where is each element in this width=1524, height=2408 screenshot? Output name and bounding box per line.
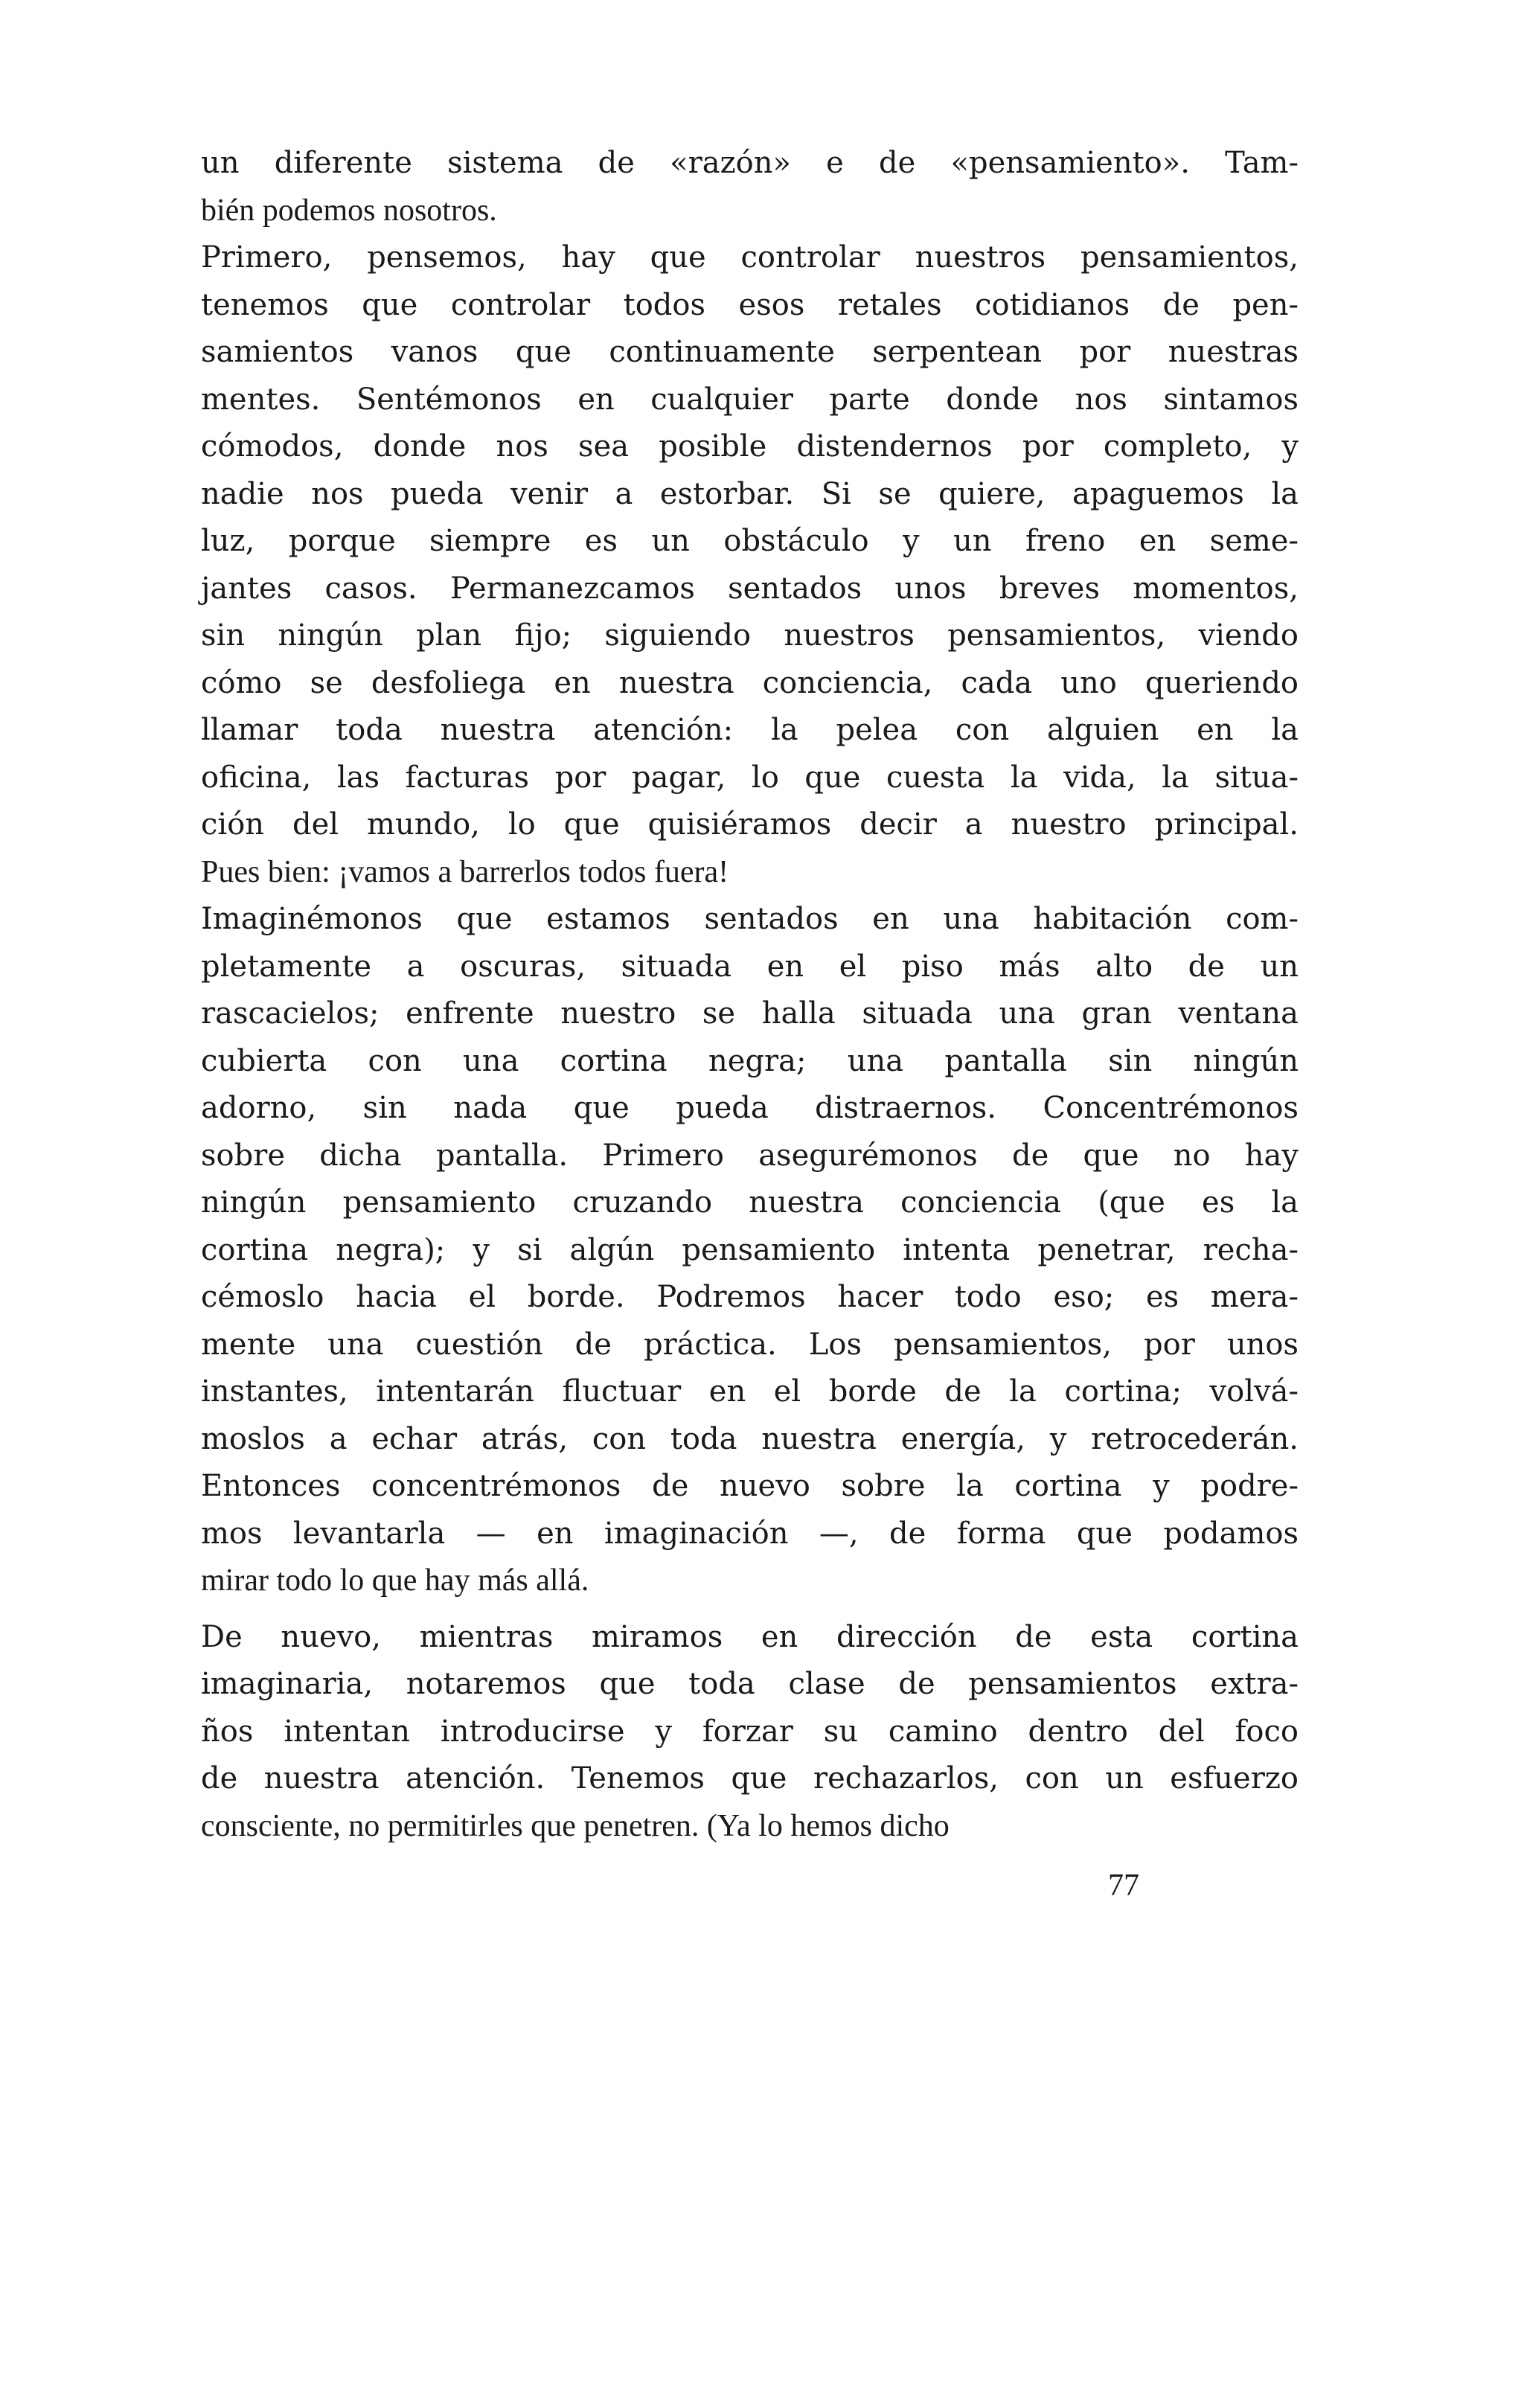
text-line: bién podemos nosotros.: [201, 193, 497, 228]
text-line: ningún pensamiento cruzando nuestra conciencia (que es la: [201, 1185, 1299, 1220]
text-line: Entonces concentrémonos de nuevo sobre la cortina y podre-: [201, 1469, 1299, 1503]
paragraph-2: [201, 234, 1299, 896]
text-line: mos levantarla — en imaginación —, de forma que podamos: [201, 1516, 1299, 1551]
text-line: nadie nos pueda venir a estorbar. Si se quiere, apaguemos la: [201, 476, 1299, 511]
text-line: ños intentan introducirse y forzar su camino dentro del foco: [201, 1714, 1299, 1749]
text-line: ción del mundo, lo que quisiéramos decir a nuestro principal.: [201, 807, 1299, 842]
paragraph-1: [201, 140, 1299, 234]
text-line: de nuestra atención. Tenemos que rechazarlos, con un esfuerzo: [201, 1761, 1299, 1796]
text-line: jantes casos. Permanezcamos sentados unos breves momentos,: [201, 571, 1299, 606]
text-line: Pues bien: ¡vamos a barrerlos todos fuera!: [201, 854, 729, 889]
text-line: samientos vanos que continuamente serpentean por nuestras: [201, 335, 1299, 369]
text-line: tenemos que controlar todos esos retales cotidianos de pen-: [201, 287, 1299, 322]
text-line: consciente, no permitirles que penetren. (Ya lo hemos dicho: [201, 1808, 950, 1843]
text-line: sin ningún plan fijo; siguiendo nuestros pensamientos, viendo: [201, 618, 1299, 653]
page-number: 77: [1108, 1869, 1139, 1903]
text-line: cubierta con una cortina negra; una pantalla sin ningún: [201, 1043, 1299, 1078]
text-line: cortina negra); y si algún pensamiento intenta penetrar, recha-: [201, 1232, 1299, 1267]
text-line: De nuevo, mientras miramos en dirección de esta cortina: [201, 1619, 1299, 1654]
text-line: llamar toda nuestra atención: la pelea con alguien en la: [201, 713, 1299, 747]
paragraph-4: [201, 1614, 1299, 1851]
body-text: [201, 140, 1299, 1850]
text-line: cómodos, donde nos sea posible distendernos por completo, y: [201, 429, 1299, 464]
text-line: mentes. Sentémonos en cualquier parte donde nos sintamos: [201, 382, 1299, 417]
text-line: sobre dicha pantalla. Primero asegurémonos de que no hay: [201, 1138, 1299, 1173]
text-line: cómo se desfoliega en nuestra conciencia, cada uno queriendo: [201, 665, 1299, 700]
paragraph-spacing: [201, 1605, 1299, 1614]
text-line: mirar todo lo que hay más allá.: [201, 1563, 589, 1598]
text-line: imaginaria, notaremos que toda clase de pensamientos extra-: [201, 1667, 1299, 1701]
text-line: luz, porque siempre es un obstáculo y un freno en seme-: [201, 524, 1299, 558]
text-line: moslos a echar atrás, con toda nuestra energía, y retrocederán.: [201, 1421, 1299, 1456]
text-line: adorno, sin nada que pueda distraernos. Concentrémonos: [201, 1091, 1299, 1125]
text-line: cémoslo hacia el borde. Podremos hacer todo eso; es mera-: [201, 1280, 1299, 1314]
text-line: pletamente a oscuras, situada en el piso más alto de un: [201, 949, 1299, 984]
text-line: Imaginémonos que estamos sentados en una habitación com-: [201, 902, 1299, 936]
text-line: Primero, pensemos, hay que controlar nuestros pensamientos,: [201, 240, 1299, 275]
paragraph-3: [201, 896, 1299, 1605]
text-line: oficina, las facturas por pagar, lo que cuesta la vida, la situa-: [201, 760, 1299, 795]
text-line: mente una cuestión de práctica. Los pensamientos, por unos: [201, 1327, 1299, 1362]
text-line: un diferente sistema de «razón» e de «pensamiento». Tam-: [201, 146, 1299, 180]
text-line: instantes, intentarán fluctuar en el borde de la cortina; volvá-: [201, 1374, 1299, 1409]
text-line: rascacielos; enfrente nuestro se halla situada una gran ventana: [201, 996, 1299, 1031]
